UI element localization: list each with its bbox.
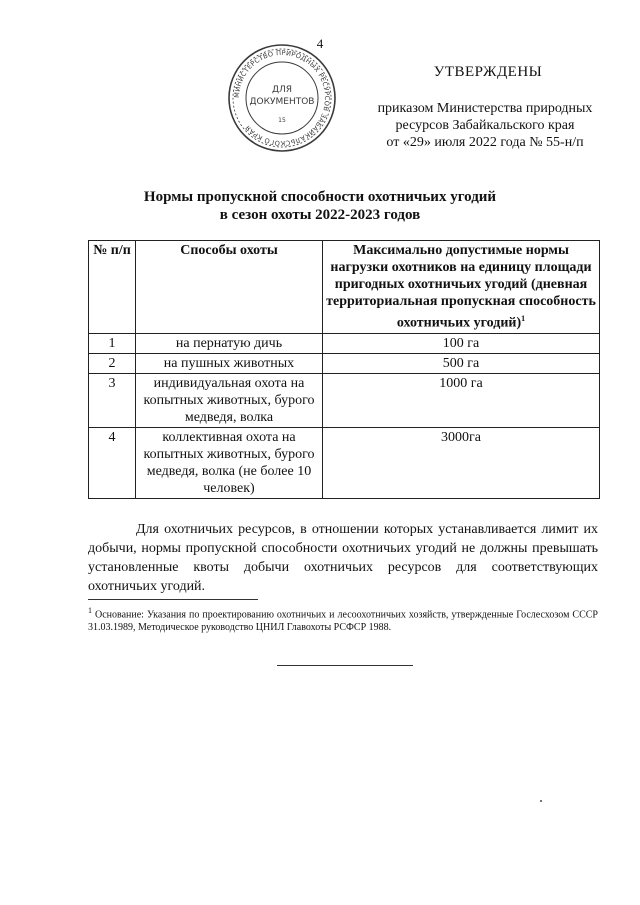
row-norm: 100 га xyxy=(323,333,600,353)
title-line-1: Нормы пропускной способности охотничьих угодий xyxy=(143,189,497,205)
row-method: на пушных животных xyxy=(136,353,323,373)
header-norm-text: Максимально допустимые нормы нагрузки охотников на единицу площади пригодных охотничьих угодий (дневная территориальная пропускная способность охотничьих угодий) xyxy=(326,243,596,331)
seal-number: 15 xyxy=(278,117,286,124)
table-row xyxy=(89,373,600,427)
seal-center-line1: ДЛЯ xyxy=(271,85,293,95)
body-paragraph: Для охотничьих ресурсов, в отношении которых устанавливается лимит их добычи, нормы пропускной способности охотничьих угодий не должны превышать установленные квоты добычи охотничьих ресурсов для соответствующих охотничьих угодий. xyxy=(88,522,598,594)
row-method: на пернатую дичь xyxy=(136,333,323,353)
row-num: 1 xyxy=(89,333,136,353)
official-seal xyxy=(226,42,338,154)
row-norm: 3000га xyxy=(323,427,600,498)
title-line-2: в сезон охоты 2022-2023 годов xyxy=(219,207,421,223)
norms-table xyxy=(88,240,600,499)
row-method: коллективная охота на копытных животных, бурого медведя, волка (не более 10 человек) xyxy=(136,427,323,498)
order-line-1: приказом Министерства природных xyxy=(377,101,593,116)
seal-center-line2: ДОКУМЕНТОВ xyxy=(249,97,315,107)
end-rule xyxy=(277,665,413,666)
order-reference xyxy=(360,100,610,151)
row-norm: 1000 га xyxy=(323,373,600,427)
order-line-2: ресурсов Забайкальского края xyxy=(395,118,575,133)
footnote xyxy=(88,604,598,634)
footnote-text: Основание: Указания по проектированию охотничьих и лесоохотничьих хозяйств, утвержденные Гослесхозом СССР 31.03.1989, Методическое руководство ЦНИЛ Главохоты РСФСР 1988. xyxy=(88,609,598,634)
header-num: № п/п xyxy=(89,241,136,334)
seal-ring-text: МИНИСТЕРСТВО ПРИРОДНЫХ РЕСУРСОВ ЗАБАЙКАЛЬСКОГО КРАЯ xyxy=(232,48,332,148)
approved-heading: УТВЕРЖДЕНЫ xyxy=(433,64,543,80)
page-number: 4 xyxy=(316,36,324,51)
row-num: 4 xyxy=(89,427,136,498)
row-num: 2 xyxy=(89,353,136,373)
footnote-separator xyxy=(88,599,258,600)
footnote-marker: 1 xyxy=(88,606,92,615)
row-norm: 500 га xyxy=(323,353,600,373)
header-method: Способы охоты xyxy=(136,241,323,334)
scan-speck xyxy=(540,800,542,802)
row-method: индивидуальная охота на копытных животных, бурого медведя, волка xyxy=(136,373,323,427)
table-row xyxy=(89,353,600,373)
header-footnote-ref: 1 xyxy=(521,314,526,323)
order-line-3: от «29» июля 2022 года № 55-н/п xyxy=(386,135,584,150)
header-norm xyxy=(323,241,600,334)
table-row xyxy=(89,333,600,353)
table-header-row xyxy=(89,241,600,334)
document-title xyxy=(0,188,640,224)
table-row xyxy=(89,427,600,498)
row-num: 3 xyxy=(89,373,136,427)
